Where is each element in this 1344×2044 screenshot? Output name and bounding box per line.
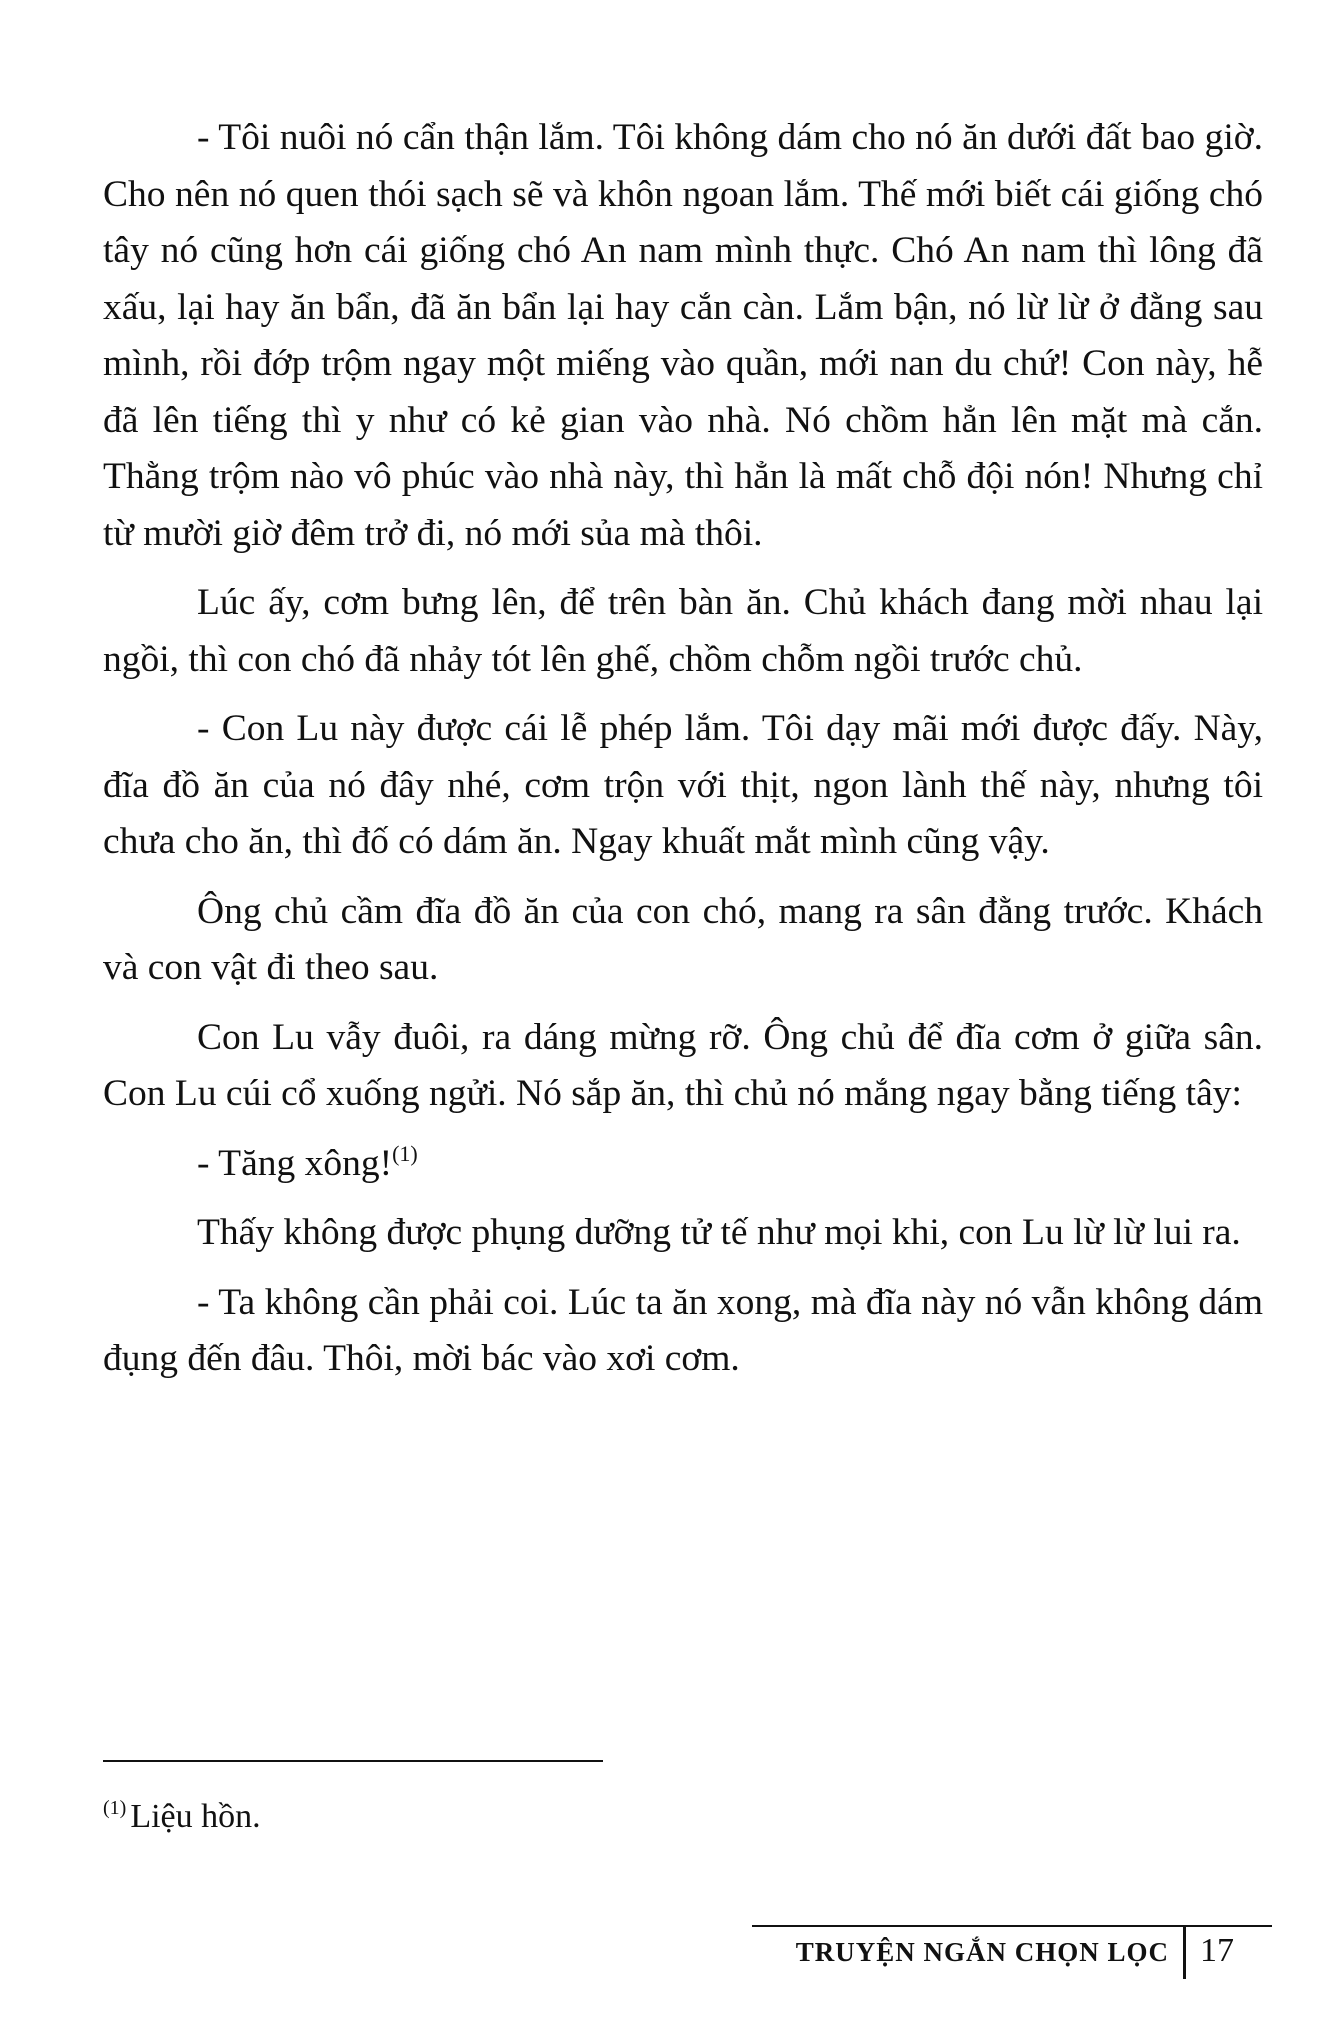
paragraph-2: Lúc ấy, cơm bưng lên, để trên bàn ăn. Chủ khách đang mời nhau lại ngồi, thì con chó đã nhảy tót lên ghế, chồm chỗm ngồi trước chủ. <box>103 582 1263 680</box>
footnote-divider <box>103 1760 603 1762</box>
footer-divider <box>752 1925 1272 1927</box>
running-title: TRUYỆN NGẮN CHỌN LỌC <box>795 1937 1169 1967</box>
exclamation-text: - Tăng xông! <box>197 1142 393 1184</box>
page-number: 17 <box>1200 1932 1234 1969</box>
footer-separator <box>1183 1925 1186 1979</box>
body-text <box>103 110 1263 1401</box>
footnote-reference: (1) <box>392 1140 418 1166</box>
footnote-text: Liệu hồn. <box>130 1798 261 1835</box>
paragraph-7: - Ta không cần phải coi. Lúc ta ăn xong, mà đĩa này nó vẫn không dám đụng đến đâu. Thôi, mời bác vào xơi cơm. <box>103 1281 1263 1379</box>
footnote <box>103 1795 261 1839</box>
paragraph-5: Con Lu vẫy đuôi, ra dáng mừng rỡ. Ông chủ để đĩa cơm ở giữa sân. Con Lu cúi cổ xuống ngửi. Nó sắp ăn, thì chủ nó mắng ngay bằng tiếng tây: <box>103 1016 1263 1114</box>
paragraph-6: Thấy không được phụng dưỡng tử tế như mọi khi, con Lu lừ lừ lui ra. <box>197 1212 1241 1253</box>
paragraph-3: - Con Lu này được cái lễ phép lắm. Tôi dạy mãi mới được đấy. Này, đĩa đồ ăn của nó đây nhé, cơm trộn với thịt, ngon lành thế này, nhưng tôi chưa cho ăn, thì đố có dám ăn. Ngay khuất mắt mình cũng vậy. <box>103 708 1263 862</box>
footnote-mark: (1) <box>103 1797 127 1819</box>
paragraph-4: Ông chủ cầm đĩa đồ ăn của con chó, mang ra sân đằng trước. Khách và con vật đi theo sau. <box>103 890 1263 988</box>
paragraph-exclamation <box>103 1136 1263 1193</box>
paragraph-1: - Tôi nuôi nó cẩn thận lắm. Tôi không dám cho nó ăn dưới đất bao giờ. Cho nên nó quen thói sạch sẽ và khôn ngoan lắm. Thế mới biết cái giống chó tây nó cũng hơn cái giống chó An nam mình thực. Chó An nam thì lông đã xấu, lại hay ăn bẩn, đã ăn bẩn lại hay cắn càn. Lắm bận, nó lừ lừ ở đằng sau mình, rồi đớp trộm ngay một miếng vào quần, mới nan du chứ! Con này, hễ đã lên tiếng thì y như có kẻ gian vào nhà. Nó chồm hẳn lên mặt mà cắn. Thằng trộm nào vô phúc vào nhà này, thì hẳn là mất chỗ đội nón! Nhưng chỉ từ mười giờ đêm trở đi, nó mới sủa mà thôi. <box>103 117 1263 554</box>
